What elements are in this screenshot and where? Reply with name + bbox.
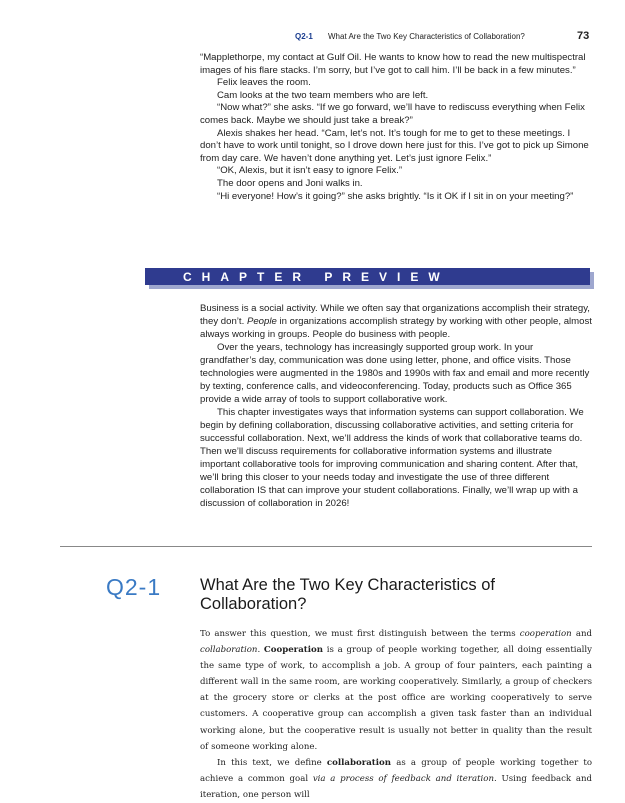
term-italic: cooperation [519, 629, 572, 639]
section-number: Q2-1 [106, 574, 162, 600]
running-head [0, 30, 625, 46]
story-paragraph: “Now what?” she asks. “If we go forward, we’ll have to rediscuss everything when Felix comes back. Maybe we should just take a break?” [200, 102, 585, 126]
page-number: 73 [577, 30, 590, 42]
section-title: What Are the Two Key Characteristics of Collaboration? [200, 576, 495, 613]
chapter-preview-label: CHAPTER PREVIEW [183, 270, 450, 284]
body-text: as a group of people working together to achieve a common goal [200, 757, 593, 784]
term-italic: via a process of feedback and iteration [312, 773, 494, 784]
preview-paragraph: This chapter investigates ways that information systems can support collaboration. We begin by defining collaboration, discussing collaborative activities, and setting criteria for successful collaboration. Next, we’ll address the kinds of work that collaborative teams do. Then we’ll discuss requirements for collaborative information systems and illustrate important collaborative tools for improving communication and sharing content. After that, we’ll bring this closer to your needs today and investigate the use of three different collaboration IS that can improve your student collaborations. Finally, we’ll wrap up with a discussion of collaboration in 2026! [200, 407, 584, 509]
body-paragraph [200, 755, 592, 803]
running-head-section-code: Q2-1 [295, 32, 313, 41]
story-paragraph: Felix leaves the room. [217, 77, 311, 89]
chapter-preview-banner [145, 268, 590, 285]
running-head-title: What Are the Two Key Characteristics of Collaboration? [328, 32, 525, 41]
preview-text: Business is a social activity. While we often say that organizations accomplish their strategy, they don’t. [200, 303, 590, 327]
body-text: is a group of people working together, all doing essentially the same type of work, to accomplish a job. A group of four painters, each painting a different wall in the same room, are working cooperatively. Similarly, a group of checkers at the grocery store or clerks at the post office are working cooperatively to serve customers. A cooperative group can accomplish a given task faster than an individual working alone, but the cooperative result is usually not better in quality than the result of someone working alone. [200, 645, 592, 752]
body-text: . Using feedback and iteration, one person will [200, 773, 593, 800]
preview-paragraph [200, 302, 592, 341]
body-text: . [257, 645, 264, 656]
story-paragraph: The door opens and Joni walks in. [217, 177, 363, 189]
chapter-preview-text [200, 302, 592, 510]
section-body [200, 626, 592, 803]
opening-story [200, 52, 592, 203]
key-term: collaboration [326, 757, 392, 768]
story-paragraph: “Mapplethorpe, my contact at Gulf Oil. He wants to know how to read the new multispectral images of his flare stacks. I’m sorry, but I’ve got to call him. I’ll be back in a few minutes.” [200, 52, 586, 76]
story-paragraph: “OK, Alexis, but it isn’t easy to ignore Felix.” [217, 165, 403, 177]
story-paragraph: “Hi everyone! How’s it going?” she asks brightly. “Is it OK if I sit in on your meeting?” [217, 190, 574, 202]
body-text: To answer this question, we must first distinguish between the terms [200, 629, 520, 639]
key-term: Cooperation [263, 645, 323, 656]
body-text: and [571, 629, 592, 639]
body-text: In this text, we define [217, 757, 327, 768]
body-paragraph [200, 626, 592, 755]
preview-paragraph: Over the years, technology has increasingly supported group work. In your grandfather’s day, communication was done using letter, phone, and office visits. Those technologies were augmented in the 1980s and 1990s with fax and email and more recently by texting, conference calls, and videoconferencing. Today, products such as Office 365 provide a wide array of tools to support collaborative work. [200, 342, 590, 405]
section-divider [60, 546, 592, 547]
story-paragraph: Alexis shakes her head. “Cam, let’s not. It’s tough for me to get to these meetings. I don’t have to work until tonight, so I drove down here just for this. I’ve got to pick up Simone from day care. We haven’t done anything yet. Let’s just ignore Felix.” [200, 127, 589, 164]
preview-text: in organizations accomplish strategy by working with other people, almost always working in groups. People do business with people. [200, 316, 592, 340]
story-paragraph: Cam looks at the two team members who are left. [217, 89, 429, 101]
preview-emphasis: People [246, 316, 277, 327]
term-italic: collaboration [200, 645, 258, 656]
